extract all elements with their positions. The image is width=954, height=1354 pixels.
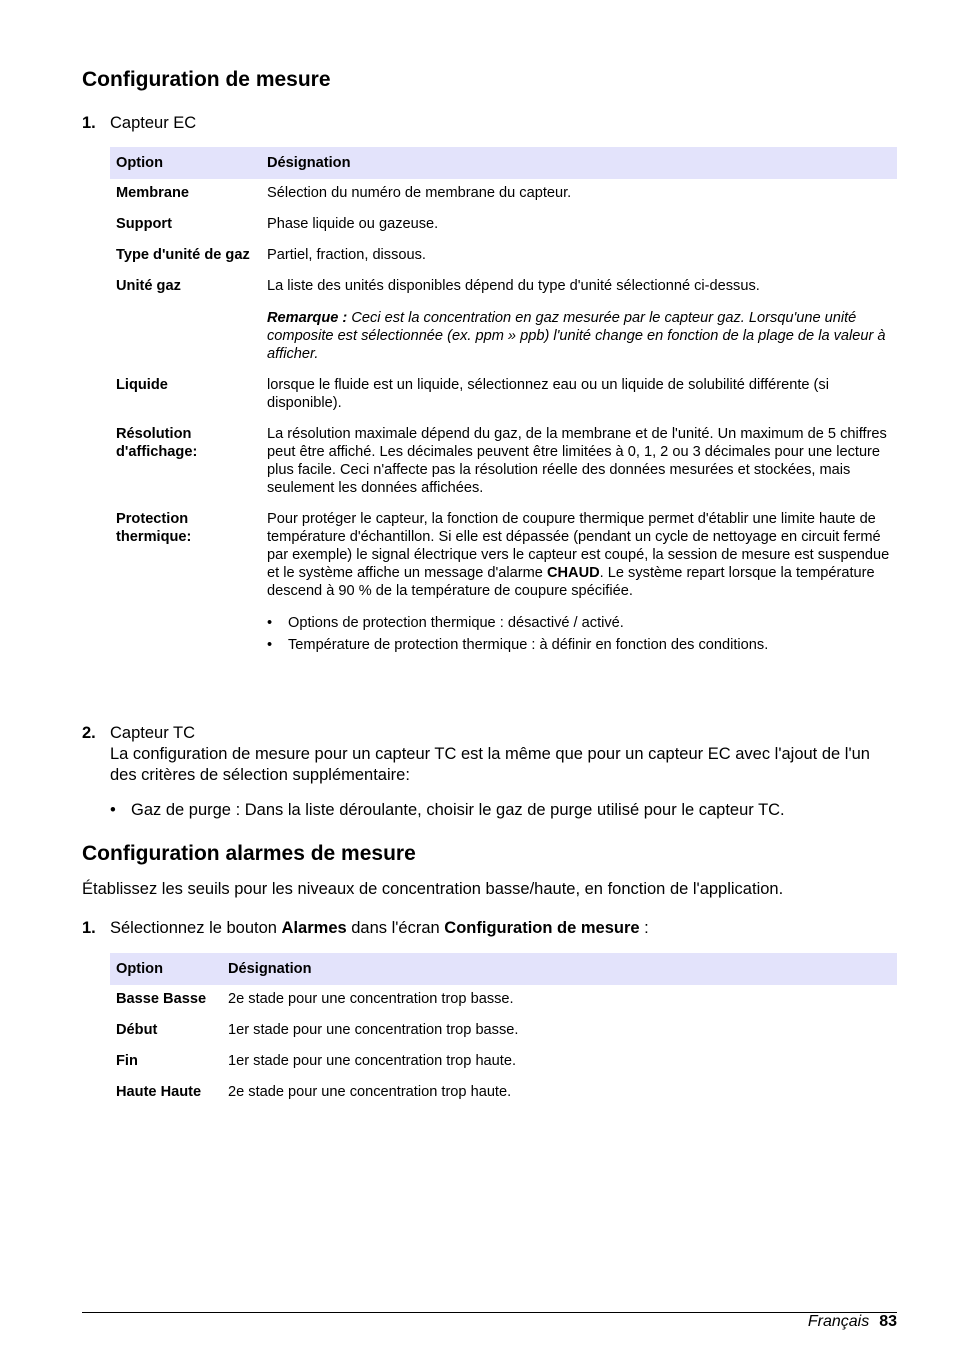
designation-cell: La résolution maximale dépend du gaz, de la membrane et de l'unité. Un maximum de 5 chiffres peut être affiché. Les décimales peuvent être limitées à 0, 1, 2 ou 3 décimales pour une lecture plus facile. Ceci n'affecte pas la résolution réelle des données mesurées et stockées, mais seulement les données affichées. <box>267 426 887 496</box>
alarm-keyword: CHAUD <box>546 565 600 581</box>
header-option: Option <box>110 147 261 179</box>
list-item-text: Options de protection thermique : désactivé / activé. <box>288 615 624 631</box>
designation-cell: 2e stade pour une concentration trop haute. <box>228 1084 512 1100</box>
bullet-text: Gaz de purge : Dans la liste déroulante, choisir le gaz de purge utilisé pour le capteur TC. <box>131 801 785 819</box>
option-cell: Basse Basse <box>116 991 207 1007</box>
step-number: 1. <box>82 114 96 132</box>
option-cell: Type d'unité de gaz <box>116 247 250 263</box>
table-row <box>110 1078 897 1109</box>
option-cell: Début <box>116 1022 158 1038</box>
step-label: Capteur TC <box>110 724 195 742</box>
options-table-alarmes <box>110 953 897 1109</box>
table-row <box>110 1016 897 1047</box>
list-item-text: Température de protection thermique : à définir en fonction des conditions. <box>288 637 769 653</box>
table-row <box>110 1047 897 1078</box>
bullet-glyph: • <box>267 615 273 631</box>
table-row <box>110 371 897 420</box>
note-label: Remarque : <box>267 310 348 326</box>
designation-cell: 1er stade pour une concentration trop haute. <box>228 1053 517 1069</box>
option-cell: Haute Haute <box>116 1084 202 1100</box>
page-footer <box>808 1313 897 1331</box>
designation-cell <box>261 272 897 371</box>
bullet-glyph: • <box>267 637 273 653</box>
bullet-list <box>267 614 891 654</box>
option-cell: Unité gaz <box>116 278 181 294</box>
designation-cell: 1er stade pour une concentration trop basse. <box>228 1022 519 1038</box>
header-designation: Désignation <box>261 147 897 179</box>
step-instruction <box>110 919 649 938</box>
step-number: 1. <box>82 919 96 937</box>
table-row <box>110 210 897 241</box>
footer-rule <box>82 1312 897 1313</box>
option-cell: Fin <box>116 1053 138 1069</box>
designation-cell: Sélection du numéro de membrane du capteur. <box>267 185 572 201</box>
footer-language: Français <box>807 1313 870 1330</box>
designation-cell: Partiel, fraction, dissous. <box>267 247 426 263</box>
option-cell: Protection thermique: <box>116 511 192 545</box>
text-part: dans l'écran <box>346 919 445 937</box>
page-number: 83 <box>879 1313 897 1330</box>
list-item <box>267 614 891 632</box>
option-cell: Résolution d'affichage: <box>116 426 198 460</box>
section-title-configuration-mesure: Configuration de mesure <box>82 68 331 91</box>
designation-cell <box>261 505 897 666</box>
table-header-row <box>110 953 897 985</box>
step-number: 2. <box>82 724 96 742</box>
note-text: Ceci est la concentration en gaz mesurée par le capteur gaz. Lorsqu'une unité composite est sélectionnée (ex. ppm » ppb) l'unité change en fonction de la plage de la valeur à afficher. <box>267 310 886 362</box>
designation-cell: 2e stade pour une concentration trop basse. <box>228 991 514 1007</box>
table-row <box>110 241 897 272</box>
text-part: : <box>639 919 649 937</box>
option-cell: Membrane <box>116 185 189 201</box>
designation-text: La liste des unités disponibles dépend du type d'unité sélectionné ci-dessus. <box>267 278 760 294</box>
step-2-paragraph: La configuration de mesure pour un capteur TC est la même que pour un capteur EC avec l'ajout de l'un des critères de sélection supplémentaire: <box>110 745 870 784</box>
table-row <box>110 179 897 210</box>
table-row <box>110 420 897 505</box>
step-label: Capteur EC <box>110 114 197 132</box>
table-header-row <box>110 147 897 179</box>
options-table-ec <box>110 147 897 666</box>
text-part: Pour protéger le capteur, la fonction de coupure thermique permet d'établir une limite haute de température d'échantillon. Si elle est dépassée (pendant un cycle de nettoyage en circuit fermé par exemple) le signal électrique vers le capteur est coupé, la session de mesure est suspendue et le système affiche un message d'alarme <box>267 511 890 581</box>
screen-ref: Configuration de mesure <box>444 919 640 937</box>
header-designation: Désignation <box>222 953 897 985</box>
option-cell: Liquide <box>116 377 168 393</box>
option-cell: Support <box>116 216 172 232</box>
alarmes-button-ref: Alarmes <box>281 919 347 937</box>
text-part: Sélectionnez le bouton <box>110 919 282 937</box>
text-part: . Le système repart lorsque la température descend à 90 % de la température de coupure spécifiée. <box>267 565 875 599</box>
table-row <box>110 272 897 371</box>
designation-cell: Phase liquide ou gazeuse. <box>267 216 439 232</box>
table-row <box>110 985 897 1016</box>
section-title-alarmes: Configuration alarmes de mesure <box>82 842 416 865</box>
note <box>267 309 891 363</box>
table-row <box>110 505 897 666</box>
alarm-intro: Établissez les seuils pour les niveaux de concentration basse/haute, en fonction de l'application. <box>82 880 784 898</box>
bullet-glyph: • <box>110 801 116 819</box>
list-item <box>267 636 891 654</box>
designation-cell: lorsque le fluide est un liquide, sélectionnez eau ou un liquide de solubilité différente (si disponible). <box>267 377 829 411</box>
designation-text <box>267 510 891 600</box>
header-option: Option <box>110 953 222 985</box>
